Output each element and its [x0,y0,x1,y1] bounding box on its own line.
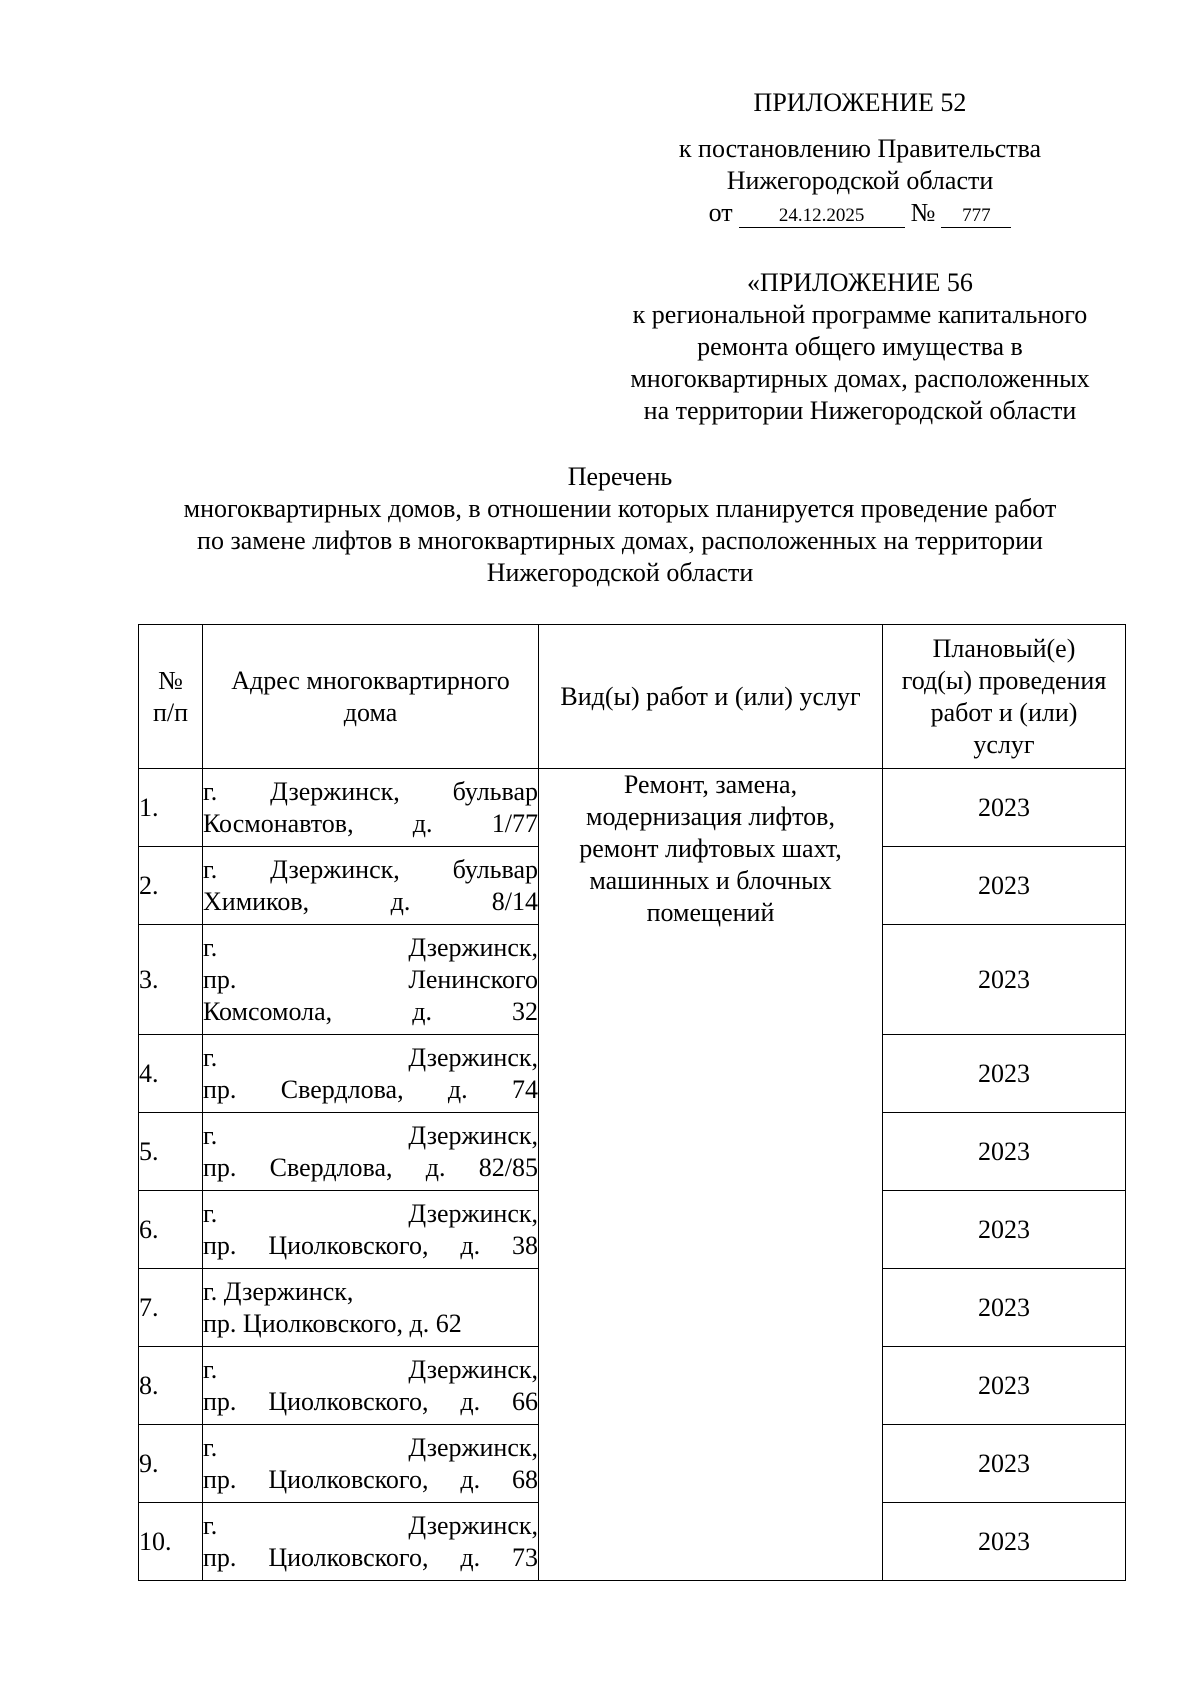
row-number: 9. [139,1425,203,1503]
row-year: 2023 [883,1503,1126,1581]
row-number: 5. [139,1113,203,1191]
row-year: 2023 [883,1269,1126,1347]
row-year: 2023 [883,847,1126,925]
row-number: 3. [139,925,203,1035]
row-year: 2023 [883,1425,1126,1503]
work-description: Ремонт, замена, модернизация лифтов, ремонт лифтовых шахт, машинных и блочных помещений [539,769,883,1581]
number-sign: № [910,198,936,227]
column-header-num: № п/п [139,625,203,769]
row-number: 1. [139,769,203,847]
row-number: 4. [139,1035,203,1113]
row-address: г. Дзержинск, пр. Циолковского, д. 62 [203,1269,539,1347]
row-number: 6. [139,1191,203,1269]
sub-appendix-line: ремонта общего имущества в [697,332,1023,361]
appendix-header [604,87,1116,229]
row-address: г. Дзержинск, пр. Циолковского, д. 66 [203,1347,539,1425]
row-address: г. Дзержинск, пр. Циолковского, д. 68 [203,1425,539,1503]
column-header-address: Адрес многоквартирного дома [203,625,539,769]
date-prefix: от [708,198,733,227]
list-title-line: по замене лифтов в многоквартирных домах, расположенных на территории [197,526,1043,555]
row-year: 2023 [883,925,1126,1035]
resolution-line-1: к постановлению Правительства [678,134,1042,163]
works-table [138,624,1126,1581]
row-number: 8. [139,1347,203,1425]
row-year: 2023 [883,769,1126,847]
row-year: 2023 [883,1191,1126,1269]
table-header-row [139,625,1126,769]
list-title-line: многоквартирных домов, в отношении которых планируется проведение работ [183,494,1057,523]
resolution-date: 24.12.2025 [739,205,905,228]
row-number: 2. [139,847,203,925]
sub-appendix-line: многоквартирных домах, расположенных [630,364,1090,393]
row-number: 7. [139,1269,203,1347]
row-address: г. Дзержинск, бульвар Космонавтов, д. 1/77 [203,769,539,847]
appendix-title: ПРИЛОЖЕНИЕ 52 [753,88,967,117]
row-address: г. Дзержинск, пр. Свердлова, д. 82/85 [203,1113,539,1191]
row-address: г. Дзержинск, пр. Циолковского, д. 73 [203,1503,539,1581]
row-year: 2023 [883,1113,1126,1191]
row-year: 2023 [883,1347,1126,1425]
sub-appendix-title: «ПРИЛОЖЕНИЕ 56 [747,268,973,297]
row-number: 10. [139,1503,203,1581]
sub-appendix-header [604,267,1116,427]
column-header-work: Вид(ы) работ и (или) услуг [539,625,883,769]
row-address: г. Дзержинск, пр. Ленинского Комсомола, д. 32 [203,925,539,1035]
column-header-year: Плановый(е) год(ы) проведения работ и (или) услуг [883,625,1126,769]
table-row [139,769,1126,847]
list-title-line: Нижегородской области [486,558,754,587]
row-year: 2023 [883,1035,1126,1113]
row-address: г. Дзержинск, пр. Циолковского, д. 38 [203,1191,539,1269]
row-address: г. Дзержинск, пр. Свердлова, д. 74 [203,1035,539,1113]
row-address: г. Дзержинск, бульвар Химиков, д. 8/14 [203,847,539,925]
sub-appendix-line: к региональной программе капитального [632,300,1088,329]
resolution-date-line [604,197,1116,229]
sub-appendix-line: на территории Нижегородской области [643,396,1077,425]
resolution-line-2: Нижегородской области [726,166,994,195]
list-heading: Перечень [567,462,673,491]
list-title [100,461,1140,589]
resolution-number: 777 [941,205,1011,228]
